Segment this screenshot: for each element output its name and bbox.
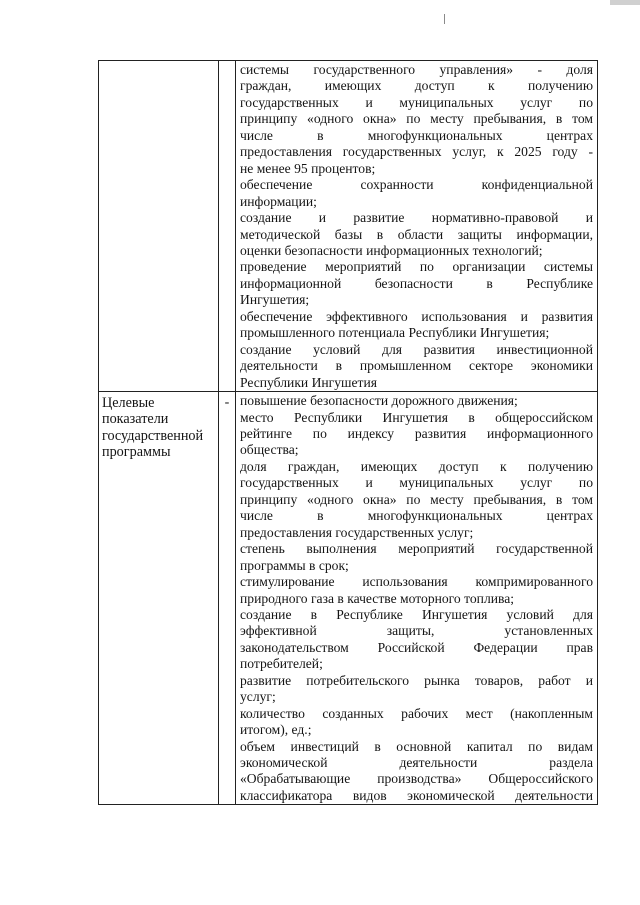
content-text-line: доля граждан, имеющих доступ к получению (240, 458, 593, 474)
content-text-line: программы в срок; (240, 557, 349, 573)
content-text-line: Ингушетия; (240, 292, 310, 308)
content-text-line: создание и развитие нормативно-правовой и (240, 210, 593, 226)
scan-artifact-mark (444, 14, 445, 24)
content-text-line: потребителей; (240, 656, 323, 672)
scan-corner-mark (610, 0, 640, 5)
content-text-line: рейтинге по индексу развития информационного (240, 425, 593, 441)
content-text-line: количество созданных рабочих мест (накопленным (240, 705, 593, 721)
table-row (99, 392, 598, 805)
row-label-line: показатели (102, 411, 169, 428)
row-content-cell (236, 61, 598, 392)
content-text-line: числе в многофункциональных центрах (240, 127, 593, 143)
content-text-line: принципу «одного окна» по месту пребывания, в том (240, 111, 593, 127)
content-text-line: системы государственного управления» - доля (240, 62, 593, 77)
content-text-line: создание в Республике Ингушетия условий для (240, 606, 593, 622)
content-text-line: промышленного потенциала Республики Ингушетия; (240, 325, 550, 341)
content-text-line: проведение мероприятий по организации системы (240, 259, 593, 275)
separator-dash-cell (219, 61, 236, 392)
row-label-cell (99, 61, 219, 392)
content-text-line: повышение безопасности дорожного движения; (240, 393, 518, 409)
content-text-line: государственных и муниципальных услуг по (240, 94, 593, 110)
row-label-cell (99, 392, 219, 805)
content-text-line: государственных и муниципальных услуг по (240, 475, 593, 491)
content-text-line: методической базы в области защиты информации, (240, 226, 593, 242)
content-text-line: предоставления государственных услуг, к 2025 году - (240, 144, 593, 160)
row-label-line: государственной (102, 427, 204, 444)
content-text-line: информации; (240, 193, 317, 209)
content-text-line: место Республики Ингушетия в общероссийском (240, 409, 593, 425)
content-text-line: принципу «одного окна» по месту пребывания, в том (240, 491, 593, 507)
content-text-line: создание условий для развития инвестиционной (240, 341, 593, 357)
content-text-line: числе в многофункциональных центрах (240, 508, 593, 524)
content-text-line: стимулирование использования компримированного (240, 574, 593, 590)
content-text-line: развитие потребительского рынка товаров, работ и (240, 672, 593, 688)
content-text-line: не менее 95 процентов; (240, 160, 376, 176)
row-content-cell (236, 392, 598, 805)
content-text-line: обеспечение эффективного использования и развития (240, 308, 593, 324)
content-text-line: услуг; (240, 689, 276, 705)
table-row (99, 61, 598, 392)
row-label-line: программы (102, 443, 171, 460)
separator-dash-cell: - (219, 392, 236, 805)
row-label-line: Целевые (102, 395, 155, 412)
content-text-line: предоставления государственных услуг; (240, 524, 474, 540)
content-text-line: законодательством Российской Федерации прав (240, 639, 593, 655)
content-text-line: эффективной защиты, установленных (240, 623, 593, 639)
program-passport-table (98, 60, 598, 805)
content-text-line: оценки безопасности информационных технологий; (240, 242, 543, 258)
content-text-line: итогом), ед.; (240, 722, 312, 738)
content-text-line: информационной безопасности в Республике (240, 275, 593, 291)
content-text-line: деятельности в промышленном секторе экономики (240, 358, 593, 374)
content-text-line: экономической деятельности раздела (240, 755, 593, 771)
content-text-line: «Обрабатывающие производства» Общероссийского (240, 771, 593, 787)
content-text-line: граждан, имеющих доступ к получению (240, 78, 593, 94)
content-text-line: общества; (240, 442, 299, 458)
content-text-line: объем инвестиций в основной капитал по видам (240, 738, 593, 754)
content-text-line: природного газа в качестве моторного топлива; (240, 590, 515, 606)
content-text-line: Республики Ингушетия (240, 374, 378, 390)
content-text-line: обеспечение сохранности конфиденциальной (240, 177, 593, 193)
content-text-line: степень выполнения мероприятий государственной (240, 541, 593, 557)
content-text-line: классификатора видов экономической деятельности (240, 787, 593, 803)
